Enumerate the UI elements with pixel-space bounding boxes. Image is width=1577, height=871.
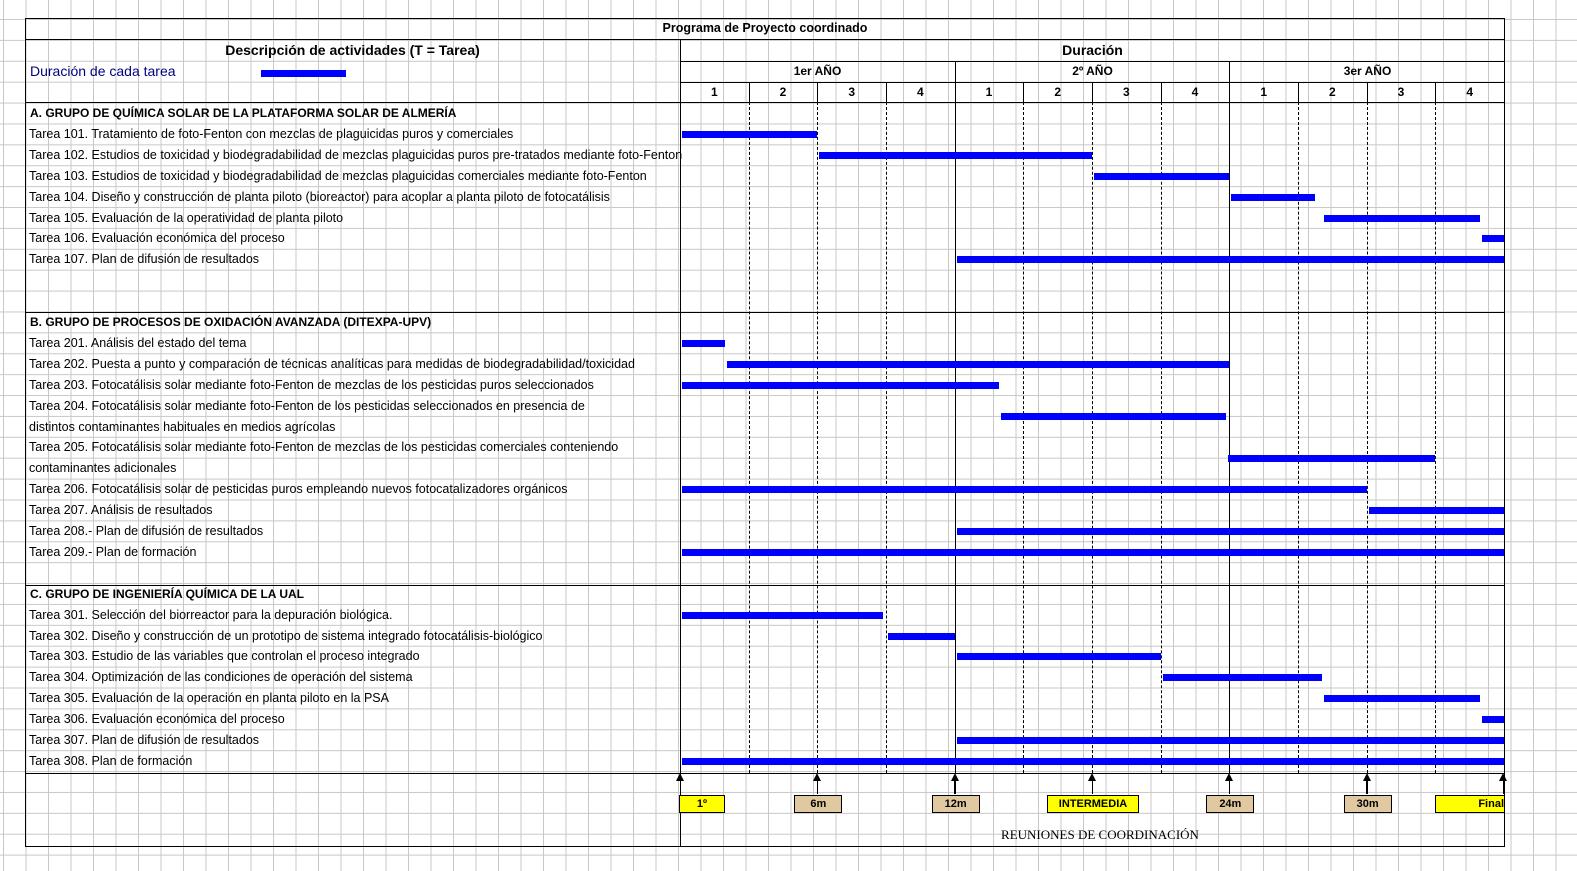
milestone-arrow-icon: [1225, 773, 1233, 781]
border-line: [25, 39, 1505, 40]
quarter-gridline: [1161, 102, 1162, 773]
task-bar: [957, 737, 1504, 744]
task-label: Tarea 201. Análisis del estado del tema: [29, 335, 247, 350]
task-bar: [682, 382, 999, 389]
quarter-divider: [749, 82, 750, 102]
task-bar: [682, 340, 725, 347]
task-label: Tarea 104. Diseño y construcción de planta piloto (bioreactor) para acoplar a planta piloto de fotocatálisis: [29, 189, 610, 204]
task-label: Tarea 202. Puesta a punto y comparación de técnicas analíticas para medidas de biodegradabilidad/toxicidad: [29, 356, 635, 371]
quarter-label: 3: [848, 85, 855, 99]
border-line: [25, 102, 1505, 103]
quarter-label: 4: [916, 85, 924, 99]
milestone-badge: Final: [1435, 795, 1505, 813]
milestone-arrow-icon: [1363, 773, 1371, 781]
quarter-gridline: [1435, 102, 1436, 773]
quarter-divider: [1161, 82, 1162, 102]
border-line: [680, 61, 1505, 62]
task-bar: [1369, 507, 1504, 514]
task-label-continued: contaminantes adicionales: [29, 461, 177, 476]
task-bar: [819, 152, 1092, 159]
group-separator: [25, 312, 1505, 313]
milestone-arrow-icon: [951, 773, 959, 781]
column-divider: [680, 39, 681, 846]
task-bar: [957, 256, 1504, 263]
task-label: Tarea 301. Selección del biorreactor para la depuración biológica.: [29, 607, 393, 622]
task-label: Tarea 208.- Plan de difusión de resultados: [29, 524, 264, 538]
quarter-divider: [886, 82, 887, 102]
task-bar: [957, 653, 1161, 660]
quarter-label: 4: [1466, 85, 1473, 99]
quarter-gridline: [1298, 102, 1299, 773]
task-label: Tarea 103. Estudios de toxicidad y biodegradabilidad de mezclas plaguicidas comerciales mediante foto-Fenton: [29, 168, 647, 183]
group-separator: [25, 773, 1505, 774]
quarter-label: 4: [1191, 85, 1199, 99]
task-bar: [1324, 215, 1480, 222]
task-bar: [1324, 695, 1480, 702]
quarter-gridline: [886, 102, 887, 773]
task-label: Tarea 209.- Plan de formación: [29, 544, 197, 559]
milestone-badge: 24m: [1206, 795, 1254, 813]
milestone-badge: 1º: [679, 795, 725, 813]
milestone-badge: INTERMEDIA: [1047, 795, 1139, 813]
chart-title: Programa de Proyecto coordinado: [662, 21, 868, 35]
task-label: Tarea 308. Plan de formación: [29, 753, 193, 768]
description-header: Descripción de actividades (T = Tarea): [225, 42, 480, 58]
group-title: B. GRUPO DE PROCESOS DE OXIDACIÓN AVANZADA (DITEXPA-UPV): [30, 315, 432, 329]
border-right: [1504, 18, 1505, 846]
task-bar: [1163, 674, 1322, 681]
milestone-arrow-icon: [1499, 773, 1507, 781]
milestone-badge: 30m: [1344, 795, 1392, 813]
year-1: 1er AÑO: [793, 64, 842, 78]
task-label: Tarea 101. Tratamiento de foto-Fenton con mezclas de plaguicidas puros y comerciales: [29, 126, 514, 141]
quarter-label: 1: [710, 85, 718, 99]
task-label: Tarea 207. Análisis de resultados: [29, 503, 213, 518]
milestone-arrow-icon: [1088, 773, 1096, 781]
milestone-arrow-icon: [676, 773, 684, 781]
task-label: Tarea 306. Evaluación económica del proceso: [29, 712, 285, 727]
border-bottom: [25, 846, 1505, 847]
border-left: [25, 18, 26, 846]
milestone-badge: 12m: [932, 795, 980, 813]
legend-swatch: [261, 70, 346, 77]
task-bar: [1094, 173, 1229, 180]
task-bar: [1001, 413, 1226, 420]
task-bar: [1228, 455, 1435, 462]
task-bar: [957, 528, 1504, 535]
task-label: Tarea 302. Diseño y construcción de un prototipo de sistema integrado fotocatálisis-biológico: [29, 628, 543, 643]
quarter-label: 1: [1260, 85, 1267, 99]
task-label: Tarea 205. Fotocatálisis solar mediante foto-Fenton de mezclas de los pesticidas comerciales conteniendo: [29, 440, 619, 455]
task-bar: [1482, 716, 1504, 723]
legend-label: Duración de cada tarea: [30, 63, 176, 79]
task-label: Tarea 102. Estudios de toxicidad y biodegradabilidad de mezclas plaguicidas puros pre-tratados mediante foto-Fenton: [29, 147, 683, 162]
task-label: Tarea 303. Estudio de las variables que controlan el proceso integrado: [29, 649, 420, 664]
quarter-divider: [1092, 82, 1093, 102]
quarter-divider: [1023, 82, 1024, 102]
quarter-gridline: [1092, 102, 1093, 773]
task-bar: [682, 486, 1367, 493]
quarter-gridline: [817, 102, 818, 773]
quarter-label: 1: [985, 85, 993, 99]
quarter-gridline: [1023, 102, 1024, 773]
task-bar: [727, 361, 1230, 368]
quarter-divider: [1435, 82, 1436, 102]
quarter-label: 3: [1397, 85, 1405, 99]
task-label: Tarea 203. Fotocatálisis solar mediante foto-Fenton de mezclas de los pesticidas puros seleccionados: [29, 377, 594, 392]
milestone-arrow-icon: [813, 773, 821, 781]
quarter-label: 2: [1328, 85, 1336, 99]
task-bar: [888, 633, 955, 640]
task-label: Tarea 106. Evaluación económica del proceso: [29, 231, 285, 246]
task-label: Tarea 305. Evaluación de la operación en planta piloto en la PSA: [29, 691, 389, 706]
meetings-label: REUNIONES DE COORDINACIÓN: [1001, 827, 1199, 842]
task-bar: [682, 758, 1504, 765]
border-top: [25, 18, 1505, 19]
quarter-gridline: [749, 102, 750, 773]
group-separator: [25, 585, 1505, 586]
quarter-label: 3: [1122, 85, 1130, 99]
task-bar: [1482, 235, 1504, 242]
task-label: Tarea 105. Evaluación de la operatividad de planta piloto: [29, 210, 344, 225]
quarter-label: 2: [779, 85, 787, 99]
year-divider: [955, 61, 956, 773]
task-bar: [1231, 194, 1315, 201]
quarter-label: 2: [1054, 85, 1061, 99]
quarter-divider: [1298, 82, 1299, 102]
task-label-continued: distintos contaminantes habituales en medios agrícolas: [29, 419, 336, 434]
milestone-badge: 6m: [794, 795, 842, 813]
quarter-divider: [1367, 82, 1368, 102]
task-label: Tarea 206. Fotocatálisis solar de pesticidas puros empleando nuevos fotocatalizadores orgánicos: [29, 482, 568, 497]
task-bar: [682, 612, 883, 619]
quarter-gridline: [1367, 102, 1368, 773]
task-label: Tarea 107. Plan de difusión de resultados: [29, 252, 260, 267]
task-label: Tarea 304. Optimización de las condiciones de operación del sistema: [29, 670, 413, 685]
quarter-divider: [817, 82, 818, 102]
task-label: Tarea 204. Fotocatálisis solar mediante foto-Fenton de los pesticidas seleccionados en presencia de: [29, 398, 585, 413]
duration-header: Duración: [1062, 42, 1123, 58]
task-label: Tarea 307. Plan de difusión de resultados: [29, 733, 260, 747]
year-2: 2º AÑO: [1072, 64, 1113, 78]
group-title: A. GRUPO DE QUÍMICA SOLAR DE LA PLATAFORMA SOLAR DE ALMERÍA: [30, 106, 457, 120]
year-divider: [1229, 61, 1230, 773]
task-bar: [682, 549, 1504, 556]
year-3: 3er AÑO: [1343, 64, 1392, 78]
task-bar: [682, 131, 817, 138]
group-title: C. GRUPO DE INGENIERÍA QUÍMICA DE LA UAL: [30, 586, 305, 601]
